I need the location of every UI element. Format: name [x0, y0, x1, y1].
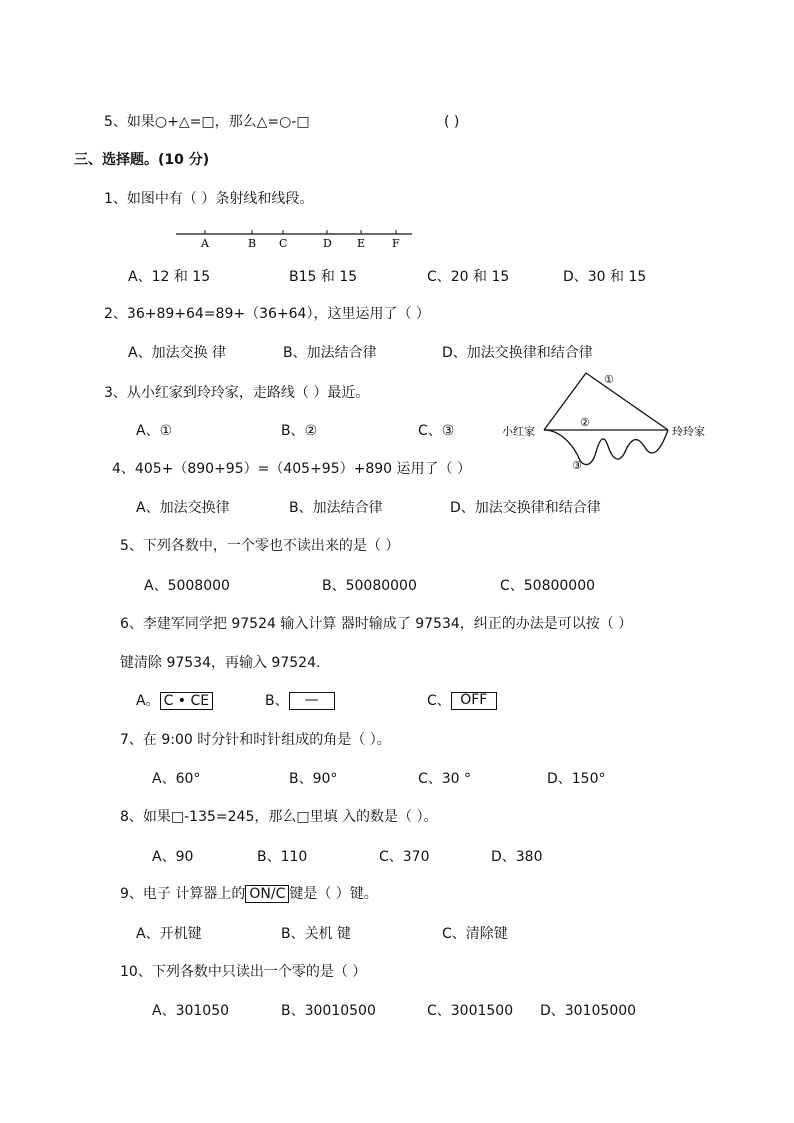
- question-5: 5、下列各数中，一个零也不读出来的是（ ）: [120, 538, 400, 554]
- option-prefix: B、: [265, 693, 289, 709]
- question-9: [120, 885, 378, 903]
- question-1: 1、如图中有（ ）条射线和线段。: [104, 191, 314, 207]
- route-3-label: ③: [572, 459, 582, 472]
- option-prefix: C、: [427, 693, 451, 709]
- home-label-right: 玲玲家: [672, 425, 705, 438]
- question-4: 4、405+（890+95）=（405+95）+890 运用了（ ）: [112, 461, 471, 477]
- option-b: B、关机 键: [281, 926, 352, 942]
- option-c: C、370: [379, 849, 430, 865]
- option-d: D、加法交换律和结合律: [442, 345, 593, 361]
- point-label: C: [279, 237, 288, 250]
- option-b: B、②: [281, 423, 318, 439]
- option-a: [136, 692, 213, 710]
- answer-paren: ( ): [444, 114, 460, 130]
- key-on-c: ON/C: [245, 885, 289, 903]
- option-c: C、③: [418, 423, 455, 439]
- question-6: 6、李建军同学把 97524 输入计算 器时输成了 97534，纠正的办法是可以按（ ）: [120, 616, 633, 632]
- option-a: A、加法交换律: [136, 500, 230, 516]
- option-b: B、50080000: [322, 578, 417, 594]
- option-d: D、加法交换律和结合律: [450, 500, 601, 516]
- option-c: C、50800000: [500, 578, 596, 594]
- question-2: 2、36+89+64=89+（36+64），这里运用了（ ）: [104, 306, 430, 322]
- option-c: C、20 和 15: [427, 269, 510, 285]
- option-c: [427, 692, 497, 710]
- option-b: B、110: [257, 849, 308, 865]
- option-d: D、30 和 15: [563, 269, 647, 285]
- option-b: B、90°: [289, 771, 338, 787]
- question-9-suffix: 键是（ ）键。: [289, 886, 378, 902]
- option-b: B、30010500: [281, 1003, 376, 1019]
- point-label: D: [323, 237, 332, 250]
- question-6-line2: 键清除 97534，再输入 97524.: [120, 655, 321, 671]
- option-d: D、30105000: [540, 1003, 637, 1019]
- point-label: F: [392, 237, 400, 250]
- route-2-label: ②: [580, 416, 590, 429]
- home-label-left: 小红家: [502, 425, 535, 438]
- ray-segment-diagram: [176, 226, 416, 248]
- point-label: B: [248, 237, 257, 250]
- option-a: A、90: [152, 849, 194, 865]
- question-8: 8、如果□-135=245，那么□里填 入的数是（ ）。: [120, 809, 438, 825]
- option-a: A、301050: [152, 1003, 230, 1019]
- question-5-prev: 5、如果○+△=□，那么△=○-□: [104, 114, 310, 130]
- option-c: C、清除键: [442, 926, 508, 942]
- option-prefix: A。: [136, 693, 160, 709]
- option-d: D、150°: [547, 771, 606, 787]
- option-b: [265, 692, 335, 710]
- question-3: 3、从小红家到玲玲家，走路线（ ）最近。: [104, 385, 370, 401]
- option-a: A、60°: [152, 771, 201, 787]
- option-b: B、加法结合律: [289, 500, 383, 516]
- point-label: A: [201, 237, 209, 250]
- key-minus: —: [289, 692, 335, 710]
- question-9-prefix: 9、电子 计算器上的: [120, 886, 246, 902]
- route-1-label: ①: [604, 373, 614, 386]
- key-c-ce: C • CE: [160, 692, 214, 710]
- option-b: B15 和 15: [289, 269, 358, 285]
- option-a: A、①: [136, 423, 173, 439]
- question-7: 7、在 9:00 时分针和时针组成的角是（ ）。: [120, 732, 391, 748]
- key-off: OFF: [451, 692, 497, 710]
- option-b: B、加法结合律: [283, 345, 377, 361]
- option-a: A、开机键: [136, 926, 202, 942]
- point-label: E: [357, 237, 366, 250]
- option-a: A、加法交换 律: [128, 345, 227, 361]
- question-10: 10、下列各数中只读出一个零的是（ ）: [120, 964, 367, 980]
- route-diagram: [500, 368, 730, 473]
- option-d: D、380: [491, 849, 543, 865]
- option-a: A、5008000: [144, 578, 230, 594]
- option-a: A、12 和 15: [128, 269, 211, 285]
- option-c: C、3001500: [427, 1003, 514, 1019]
- section-title: 三、选择题。(10 分): [74, 152, 210, 168]
- option-c: C、30 °: [418, 771, 472, 787]
